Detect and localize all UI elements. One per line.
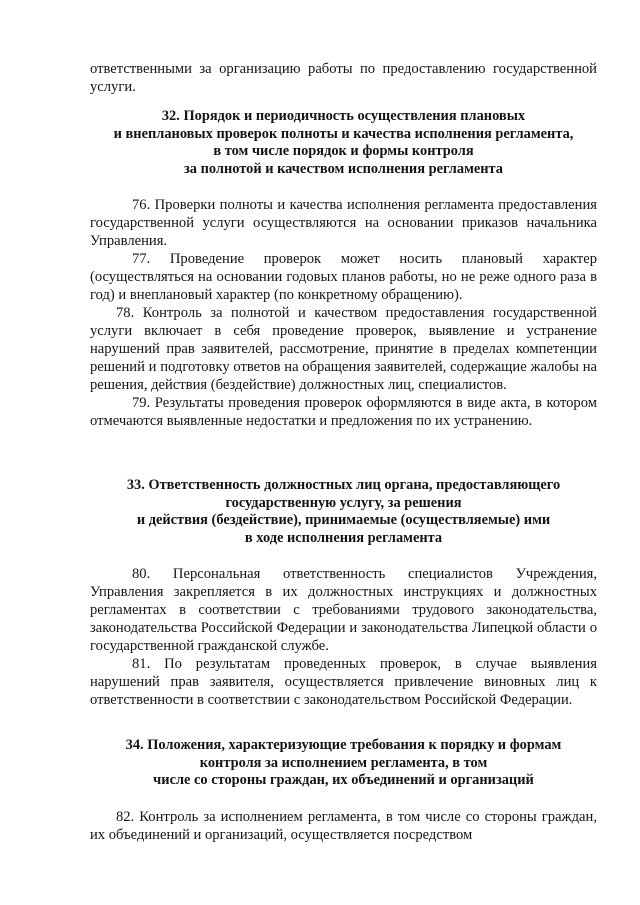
intro-block xyxy=(90,60,597,96)
heading-line: 33. Ответственность должностных лиц органа, предоставляющего xyxy=(126,477,561,493)
section-34-heading xyxy=(84,737,603,790)
section-33-heading xyxy=(84,477,603,547)
paragraph-76: 76. Проверки полноты и качества исполнения регламента предоставления государственной услуги осуществляются на основании приказов начальника Управления. xyxy=(90,197,597,249)
heading-line: контроля за исполнением регламента, в том xyxy=(199,754,488,771)
section-32-body xyxy=(90,196,597,430)
intro-paragraph: ответственными за организацию работы по предоставлению государственной услуги. xyxy=(90,61,597,95)
section-34-title xyxy=(84,737,603,790)
heading-line: государственную услугу, за решения xyxy=(225,494,462,511)
heading-line: 34. Положения, характеризующие требования к порядку и формам xyxy=(125,737,562,753)
section-33-title xyxy=(84,477,603,547)
heading-line: в том числе порядок и формы контроля xyxy=(213,143,474,159)
heading-line: числе со стороны граждан, их объединений и организаций xyxy=(153,772,534,788)
heading-line: и внеплановых проверок полноты и качества исполнения регламента, xyxy=(113,125,574,142)
paragraph-77: 77. Проведение проверок может носить плановый характер (осуществляться на основании годовых планов работы, но не реже одного раза в год) и внеплановый характер (по конкретному обращению). xyxy=(90,251,597,303)
heading-line: 32. Порядок и периодичность осуществления плановых xyxy=(161,108,526,124)
paragraph-81: 81. По результатам проведенных проверок, в случае выявления нарушений прав заявителя, осуществляется привлечение виновных лиц к ответственности в соответствии с законодательством Российской Федерации. xyxy=(90,656,597,708)
section-34-body xyxy=(90,808,597,844)
heading-line: и действия (бездействие), принимаемые (осуществляемые) ими xyxy=(136,512,551,528)
paragraph-78: 78. Контроль за полнотой и качеством предоставления государственной услуги включает в себя проведение проверок, выявление и устранение нарушений прав заявителей, рассмотрение, принятие в пределах компетенции решений и подготовку ответов на обращения заявителей, содержащие жалобы на решения, действия (бездействие) должностных лиц, специалистов. xyxy=(90,305,597,393)
section-33-body xyxy=(90,565,597,709)
paragraph-79: 79. Результаты проведения проверок оформляются в виде акта, в котором отмечаются выявленные недостатки и предложения по их устранению. xyxy=(90,395,597,429)
heading-line: в ходе исполнения регламента xyxy=(244,529,443,546)
paragraph-80: 80. Персональная ответственность специалистов Учреждения, Управления закрепляется в их должностных инструкциях и должностных регламентах в соответствии с требованиями трудового законодательства, законодательства Российской Федерации и законодательства Липецкой области о государственной гражданской службе. xyxy=(90,566,597,654)
paragraph-82: 82. Контроль за исполнением регламента, в том числе со стороны граждан, их объединений и организаций, осуществляется посредством xyxy=(90,809,597,843)
section-32-title xyxy=(84,108,603,178)
section-32-heading xyxy=(84,108,603,178)
heading-line: за полнотой и качеством исполнения регламента xyxy=(184,160,503,177)
